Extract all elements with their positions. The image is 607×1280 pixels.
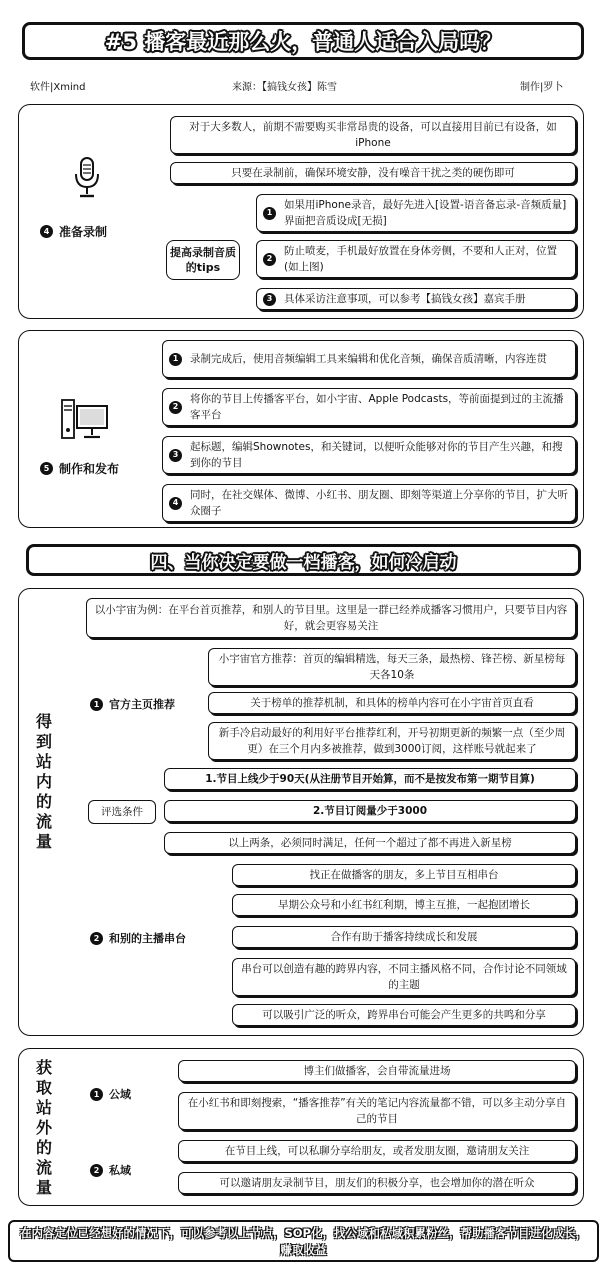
microphone-icon xyxy=(72,156,102,200)
crosstalk-item-4: 串台可以创造有趣的跨界内容，不同主播风格不同，合作讨论不同领域的主题 xyxy=(232,958,576,996)
page-title: #5 播客最近那么火，普通人适合入局吗？ xyxy=(22,22,584,60)
step-text: 起标题，编辑Shownotes，和关键词，以便听众能够对你的节目产生兴趣，和搜到你的节目 xyxy=(190,441,563,469)
tip-text: 如果用iPhone录音，最好先进入[设置-语音备忘录-音频质量]界面把音质设成[无损] xyxy=(284,199,567,227)
criteria-item-3: 以上两条，必须同时满足，任何一个超过了都不再进入新星榜 xyxy=(164,832,576,854)
step-text: 将你的节目上传播客平台，如小宇宙、Apple Podcasts，等前面提到过的主流播客平台 xyxy=(190,393,564,421)
author-label: 制作|罗卜 xyxy=(520,82,564,93)
official-label-text: 官方主页推荐 xyxy=(109,698,175,711)
prep-item-1: 对于大多数人，前期不需要购买非常昂贵的设备，可以直接用目前已有设备，如iPhone xyxy=(170,116,576,154)
prep-tip-2 xyxy=(256,240,576,278)
crosstalk-item-2: 早期公众号和小红书红利期，博主互推，一起抱团增长 xyxy=(232,894,576,916)
step-number: 4 xyxy=(169,497,182,510)
tip-number: 3 xyxy=(263,293,276,306)
official-item-3: 新手冷启动最好的利用好平台推荐红利，开号初期更新的频繁一点（至少周更）在三个月内多被推荐，做到3000订阅，这样账号就起来了 xyxy=(208,722,576,760)
publish-step-4 xyxy=(162,484,576,522)
private-item-2: 可以邀请朋友录制节目，朋友们的积极分享，也会增加你的潜在听众 xyxy=(178,1172,576,1194)
tip-text: 防止喷麦，手机最好放置在身体旁侧，不要和人正对，位置(如上图) xyxy=(284,245,557,273)
prep-label xyxy=(40,223,107,240)
prep-tips-label: 提高录制音质的tips xyxy=(166,240,240,280)
private-number: 2 xyxy=(90,1164,103,1177)
inside-vertical-text: 得 到 站 内 的 流 量 xyxy=(35,712,52,851)
crosstalk-number: 2 xyxy=(90,932,103,945)
prep-item-2: 只要在录制前，确保环境安静，没有噪音干扰之类的硬伤即可 xyxy=(170,162,576,184)
public-number: 1 xyxy=(90,1088,103,1101)
official-item-1: 小宇宙官方推荐：首页的编辑精选，每天三条，最热榜、锋芒榜、新星榜每天各10条 xyxy=(208,648,576,686)
step-text: 同时，在社交媒体、微博、小红书、朋友圈、即刻等渠道上分享你的节目，扩大听众圈子 xyxy=(190,489,568,517)
official-number: 1 xyxy=(90,698,103,711)
step-number: 3 xyxy=(169,449,182,462)
public-label xyxy=(90,1086,131,1102)
footer-summary: 在内容定位已经想好的情况下，可以参考以上节点，SOP化，找公域和私域积累粉丝，帮助播客节目进化成长，赚取收益 xyxy=(8,1220,599,1262)
computer-icon xyxy=(60,398,110,442)
crosstalk-item-3: 合作有助于播客持续成长和发展 xyxy=(232,926,576,948)
publish-label-text: 制作和发布 xyxy=(59,462,120,476)
private-item-1: 在节目上线，可以私聊分享给朋友，或者发朋友圈，邀请朋友关注 xyxy=(178,1140,576,1162)
outside-vertical-text: 获 取 站 外 的 流 量 xyxy=(35,1058,52,1197)
inside-intro: 以小宇宙为例：在平台首页推荐，和别人的节目里。这里是一群已经养成播客习惯用户，只要节目内容好，就会更容易关注 xyxy=(86,598,576,638)
crosstalk-label xyxy=(90,930,186,946)
crosstalk-label-text: 和别的主播串台 xyxy=(109,932,186,945)
tip-number: 1 xyxy=(263,207,276,220)
prep-tip-1 xyxy=(256,194,576,232)
publish-number: 5 xyxy=(40,462,53,475)
software-label: 软件|Xmind xyxy=(30,82,86,93)
private-label-text: 私域 xyxy=(109,1164,131,1177)
publish-step-1 xyxy=(162,340,576,378)
prep-number: 4 xyxy=(40,225,53,238)
crosstalk-item-1: 找正在做播客的朋友，多上节目互相串台 xyxy=(232,864,576,886)
prep-tip-3 xyxy=(256,288,576,310)
step-number: 2 xyxy=(169,401,182,414)
source-label: 来源：【搞钱女孩】陈雪 xyxy=(232,82,337,93)
private-label xyxy=(90,1162,131,1178)
public-item-2: 在小红书和即刻搜索，“播客推荐”有关的笔记内容流量都不错，可以多主动分享自己的节目 xyxy=(178,1092,576,1130)
step-number: 1 xyxy=(169,353,182,366)
inside-vertical-label xyxy=(34,712,54,852)
criteria-item-2: 2.节目订阅量少于3000 xyxy=(164,800,576,822)
outside-vertical-label xyxy=(34,1058,54,1198)
crosstalk-item-5: 可以吸引广泛的听众，跨界串台可能会产生更多的共鸣和分享 xyxy=(232,1004,576,1026)
criteria-label: 评选条件 xyxy=(88,800,156,824)
official-label xyxy=(90,696,175,712)
step-text: 录制完成后，使用音频编辑工具来编辑和优化音频，确保音质清晰，内容连贯 xyxy=(190,353,547,365)
public-item-1: 博主们做播客，会自带流量进场 xyxy=(178,1060,576,1082)
publish-step-3 xyxy=(162,436,576,474)
criteria-item-1: 1.节目上线少于90天(从注册节目开始算，而不是按发布第一期节目算) xyxy=(164,768,576,790)
tip-number: 2 xyxy=(263,253,276,266)
prep-label-text: 准备录制 xyxy=(59,225,108,239)
tip-text: 具体采访注意事项，可以参考【搞钱女孩】嘉宾手册 xyxy=(284,293,526,305)
official-item-2: 关于榜单的推荐机制，和具体的榜单内容可在小宇宙首页直看 xyxy=(208,692,576,714)
publish-step-2 xyxy=(162,388,576,426)
public-label-text: 公域 xyxy=(109,1088,131,1101)
section-4-title: 四、当你决定要做一档播客，如何冷启动 xyxy=(26,544,581,576)
publish-label xyxy=(40,460,119,477)
